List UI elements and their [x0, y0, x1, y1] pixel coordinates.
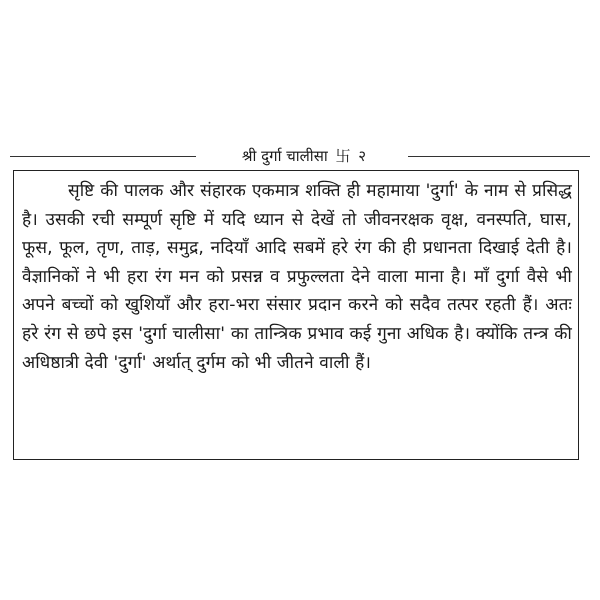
text-box: [13, 170, 579, 460]
header-title: श्री दुर्गा चालीसा: [241, 147, 328, 165]
body-paragraph: सृष्टि की पालक और संहारक एकमात्र शक्ति ही महामाया 'दुर्गा' के नाम से प्रसिद्ध है। उसकी रची सम्पूर्ण सृष्टि में यदि ध्यान से देखें तो जीवनरक्षक वृक्ष, वनस्पति, घास, फूस, फूल, तृण, ताड़, समुद्र, नदियाँ आदि सबमें हरे रंग की ही प्रधानता दिखाई देती है। वैज्ञानिकों ने भी हरा रंग मन को प्रसन्न व प्रफुल्लता देने वाला माना है। माँ दुर्गा वैसे भी अपने बच्चों को खुशियाँ और हरा-भरा संसार प्रदान करने को सदैव तत्पर रहती हैं। अतः हरे रंग से छपे इस 'दुर्गा चालीसा' का तान्त्रिक प्रभाव कई गुना अधिक है। क्योंकि तन्त्र की अधिष्ठात्री देवी 'दुर्गा' अर्थात् दुर्गम को भी जीतने वाली हैं।: [22, 181, 572, 373]
swastik-icon: 卐: [335, 147, 351, 165]
header-title-line: [206, 143, 402, 169]
page-header: [10, 143, 590, 169]
header-rule-right: [408, 156, 590, 157]
header-rule-left: [10, 156, 196, 157]
page-number: २: [358, 147, 367, 165]
